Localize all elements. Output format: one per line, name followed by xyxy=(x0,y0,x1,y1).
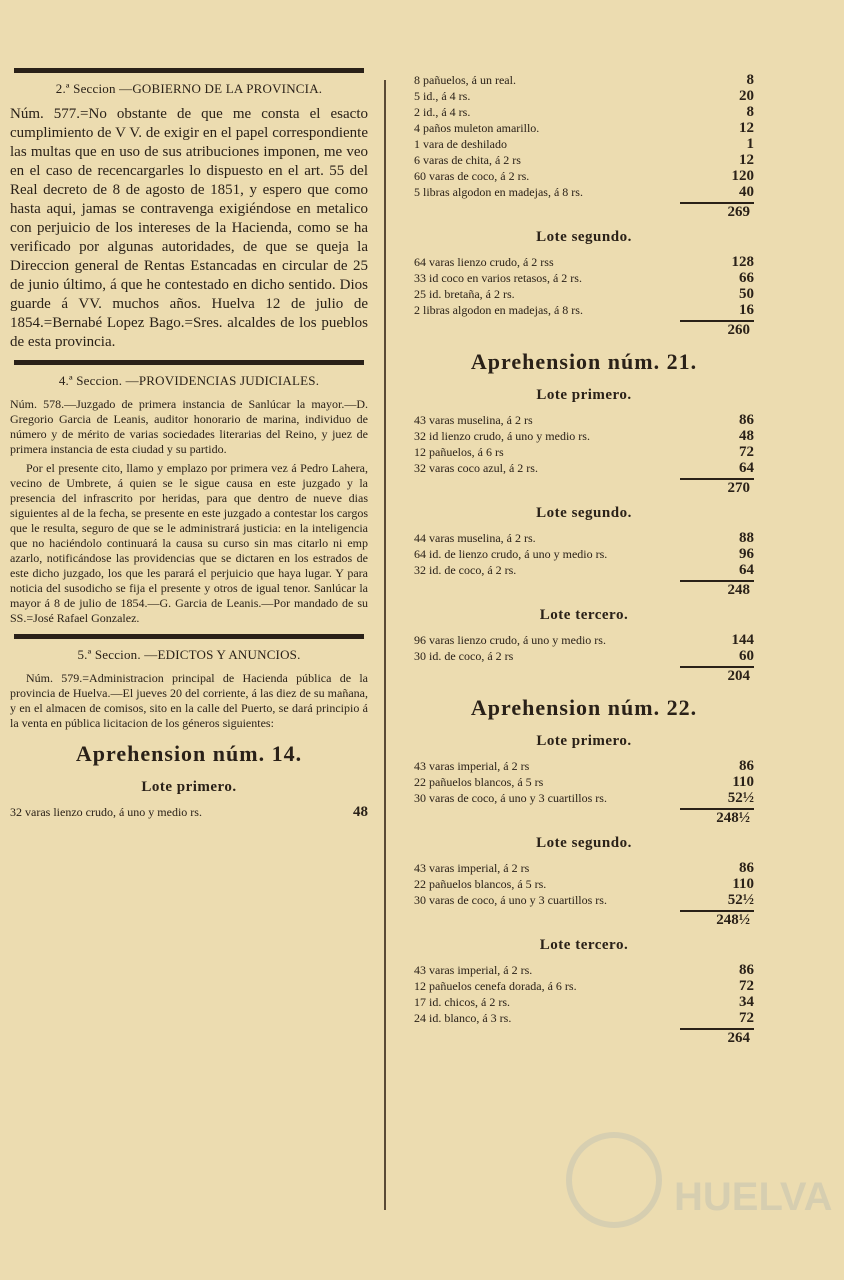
item-text: 43 varas muselina, á 2 rs xyxy=(414,413,533,427)
item-value: 60 xyxy=(739,648,754,664)
aprehension-14-heading: Aprehension núm. 14. xyxy=(75,741,303,766)
subtotal: 269 xyxy=(680,202,754,221)
item-text: 30 varas de coco, á uno y 3 cuartillos rs. xyxy=(414,893,607,907)
item-list-7 xyxy=(414,860,754,908)
item-text: 5 id., á 4 rs. xyxy=(414,89,471,103)
item-text: 25 id. bretaña, á 2 rs. xyxy=(414,287,515,301)
item-value: 86 xyxy=(739,412,754,428)
item-value: 20 xyxy=(739,88,754,104)
item-list-5 xyxy=(414,632,754,664)
item-text: 43 varas imperial, á 2 rs xyxy=(414,861,530,875)
list-item xyxy=(414,1010,754,1026)
item-text: 4 paños muleton amarillo. xyxy=(414,121,540,135)
item-text: 44 varas muselina, á 2 rs. xyxy=(414,531,536,545)
lote-heading: Lote primero. xyxy=(141,779,237,795)
aprehension-22-heading: Aprehension núm. 22. xyxy=(470,695,698,720)
section-rule xyxy=(14,68,364,73)
right-column xyxy=(414,72,754,1047)
item-value: 128 xyxy=(731,254,754,270)
item-list-1 xyxy=(414,72,754,200)
lote-heading: Lote segundo. xyxy=(536,229,632,245)
list-item xyxy=(414,978,754,994)
item-list-6 xyxy=(414,758,754,806)
item-text: 32 varas coco azul, á 2 rs. xyxy=(414,461,538,475)
item-text: 60 varas de coco, á 2 rs. xyxy=(414,169,530,183)
list-item xyxy=(414,302,754,318)
list-item xyxy=(414,104,754,120)
item-text: 1 vara de deshilado xyxy=(414,137,507,151)
lote-heading: Lote segundo. xyxy=(536,505,632,521)
list-item xyxy=(414,790,754,806)
item-value: 8 xyxy=(746,72,754,88)
item-list-2 xyxy=(414,254,754,318)
item-text: 6 varas de chita, á 2 rs xyxy=(414,153,521,167)
item-value: 86 xyxy=(739,860,754,876)
list-item xyxy=(414,428,754,444)
item-text: 17 id. chicos, á 2 rs. xyxy=(414,995,510,1009)
item-text: 64 id. de lienzo crudo, á uno y medio rs. xyxy=(414,547,608,561)
item-value: 110 xyxy=(732,774,754,790)
lote-heading: Lote tercero. xyxy=(539,937,629,953)
list-item xyxy=(414,876,754,892)
notice-578-body: Por el presente cito, llamo y emplazo por primera vez á Pedro Lahera, vecino de Umbrete, á quien se le sigue causa en este juzgado y la presencia del infrascrito por heridas, para que dentro de nueve dias siguientes al de la fecha, se presente en este juzgado a contestar los cargos que le resulta, seguro de que se le administrará justicia: en la inteligencia que no haciéndolo continuará la causa su curso sin mas citarlo ni emp azarlo, notificándose las providencias que se dictaren en los estrados de este dicho juzgado, los que les parará el perjuicio que haya lugar. Y para noticia del susodicho se fija el presente y otros de igual tenor. Sanlúcar la mayor á 8 de julio de 1854.—G. Garcia de Leanis.—Por mandado de su SS.=José Rafael Gonzalez. xyxy=(10,461,368,625)
notice-578-intro: Núm. 578.—Juzgado de primera instancia de Sanlúcar la mayor.—D. Gregorio Garcia de Leanis, auditor honorario de marina, individuo de número y de mérito de varias sociedades literarias del Reino, y juez de primera instancia de esta ciudad y su partido. xyxy=(10,397,368,456)
item-text: 64 varas lienzo crudo, á 2 rss xyxy=(414,255,554,269)
item-value: 50 xyxy=(739,286,754,302)
lote-heading: Lote primero. xyxy=(536,733,632,749)
list-item xyxy=(414,168,754,184)
list-item xyxy=(414,184,754,200)
item-value: 52½ xyxy=(727,790,754,806)
item-text: 30 id. de coco, á 2 rs xyxy=(414,649,514,663)
item-value: 48 xyxy=(739,428,754,444)
list-item xyxy=(414,152,754,168)
item-text: 8 pañuelos, á un real. xyxy=(414,73,516,87)
subtotal: 204 xyxy=(680,666,754,685)
watermark-text: HUELVA xyxy=(674,1175,833,1219)
list-item xyxy=(10,804,368,820)
list-item xyxy=(414,648,754,664)
item-text: 33 id coco en varios retasos, á 2 rs. xyxy=(414,271,582,285)
list-item xyxy=(414,758,754,774)
item-text: 43 varas imperial, á 2 rs xyxy=(414,759,530,773)
item-text: 2 libras algodon en madejas, á 8 rs. xyxy=(414,303,583,317)
item-value: 72 xyxy=(739,444,754,460)
item-text: 30 varas de coco, á uno y 3 cuartillos rs. xyxy=(414,791,607,805)
list-item xyxy=(414,254,754,270)
item-list-8 xyxy=(414,962,754,1026)
list-item xyxy=(414,562,754,578)
seal-icon xyxy=(569,1135,659,1225)
huelva-watermark xyxy=(554,1120,833,1250)
list-item xyxy=(414,962,754,978)
item-value: 8 xyxy=(746,104,754,120)
item-text: 96 varas lienzo crudo, á uno y medio rs. xyxy=(414,633,606,647)
item-value: 72 xyxy=(739,1010,754,1026)
item-text: 2 id., á 4 rs. xyxy=(414,105,471,119)
aprehension-21-heading: Aprehension núm. 21. xyxy=(470,349,698,374)
list-item xyxy=(414,892,754,908)
item-text: 5 libras algodon en madejas, á 8 rs. xyxy=(414,185,583,199)
item-value: 1 xyxy=(746,136,754,152)
section-rule xyxy=(14,360,364,365)
item-value: 110 xyxy=(732,876,754,892)
item-text: 32 varas lienzo crudo, á uno y medio rs. xyxy=(10,805,202,819)
list-item xyxy=(414,88,754,104)
list-item xyxy=(414,120,754,136)
item-value: 72 xyxy=(739,978,754,994)
item-value: 88 xyxy=(739,530,754,546)
item-text: 24 id. blanco, á 3 rs. xyxy=(414,1011,512,1025)
item-text: 22 pañuelos blancos, á 5 rs xyxy=(414,775,544,789)
item-value: 86 xyxy=(739,962,754,978)
item-value: 120 xyxy=(731,168,754,184)
item-value: 12 xyxy=(739,120,754,136)
item-value: 48 xyxy=(353,804,368,820)
subtotal: 264 xyxy=(680,1028,754,1047)
item-text: 32 id. de coco, á 2 rs. xyxy=(414,563,517,577)
item-text: 32 id lienzo crudo, á uno y medio rs. xyxy=(414,429,590,443)
list-item xyxy=(414,412,754,428)
list-item xyxy=(414,72,754,88)
item-value: 86 xyxy=(739,758,754,774)
item-text: 12 pañuelos cenefa dorada, á 6 rs. xyxy=(414,979,577,993)
item-value: 64 xyxy=(739,562,754,578)
notice-579: Núm. 579.=Administracion principal de Hacienda pública de la provincia de Huelva.—El jueves 20 del corriente, á las diez de su mañana, y en el almacen de comisos, sito en la calle del Puerto, se dará principio á la venta en pública licitacion de los géneros siguientes: xyxy=(10,671,368,730)
lote-heading: Lote primero. xyxy=(536,387,632,403)
section-2-heading: 2.ª Seccion —GOBIERNO DE LA PROVINCIA. xyxy=(55,81,323,96)
item-list-4 xyxy=(414,530,754,578)
item-text: 43 varas imperial, á 2 rs. xyxy=(414,963,533,977)
item-text: 22 pañuelos blancos, á 5 rs. xyxy=(414,877,547,891)
list-item xyxy=(414,774,754,790)
section-4-heading: 4.ª Seccion. —PROVIDENCIAS JUDICIALES. xyxy=(58,373,320,388)
item-value: 64 xyxy=(739,460,754,476)
subtotal: 248 xyxy=(680,580,754,599)
list-item xyxy=(414,546,754,562)
list-item xyxy=(414,270,754,286)
notice-577: Núm. 577.=No obstante de que me consta el esacto cumplimiento de V V. de exigir en el papel correspondiente las multas que en uso de sus atribuciones imponen, me veo en el caso de recencargarles lo dispuesto en el art. 55 del Real decreto de 8 de agosto de 1851, y espero que como hasta aqui, jamas se contravenga exigiéndose en metalico con perjuicio de los intereses de la Hacienda, como se ha verificado por algunas autoridades, de que se queja la Direccion general de Rentas Estancadas en circular de 25 de junio último, á que he contestado en dicho sentido. Dios guarde á VV. muchos años. Huelva 12 de julio de 1854.=Bernabé Lopez Bago.=Sres. alcaldes de los pueblos de esta provincia. xyxy=(10,106,368,350)
subtotal: 260 xyxy=(680,320,754,339)
list-item xyxy=(414,444,754,460)
subtotal: 270 xyxy=(680,478,754,497)
lote-heading: Lote tercero. xyxy=(539,607,629,623)
list-item xyxy=(414,286,754,302)
section-5-heading: 5.ª Seccion. —EDICTOS Y ANUNCIOS. xyxy=(77,647,301,662)
item-list-3 xyxy=(414,412,754,476)
column-divider xyxy=(384,80,386,1210)
item-value: 40 xyxy=(739,184,754,200)
item-value: 52½ xyxy=(727,892,754,908)
item-value: 12 xyxy=(739,152,754,168)
list-item xyxy=(414,136,754,152)
list-item xyxy=(414,860,754,876)
list-item xyxy=(414,632,754,648)
left-column xyxy=(10,60,368,820)
list-item xyxy=(414,460,754,476)
subtotal: 248½ xyxy=(680,808,754,827)
lote-heading: Lote segundo. xyxy=(536,835,632,851)
section-rule xyxy=(14,634,364,639)
item-value: 16 xyxy=(739,302,754,318)
subtotal: 248½ xyxy=(680,910,754,929)
item-text: 12 pañuelos, á 6 rs xyxy=(414,445,504,459)
item-value: 66 xyxy=(739,270,754,286)
item-value: 144 xyxy=(731,632,754,648)
list-item xyxy=(414,530,754,546)
item-value: 96 xyxy=(739,546,754,562)
list-item xyxy=(414,994,754,1010)
item-value: 34 xyxy=(739,994,754,1010)
